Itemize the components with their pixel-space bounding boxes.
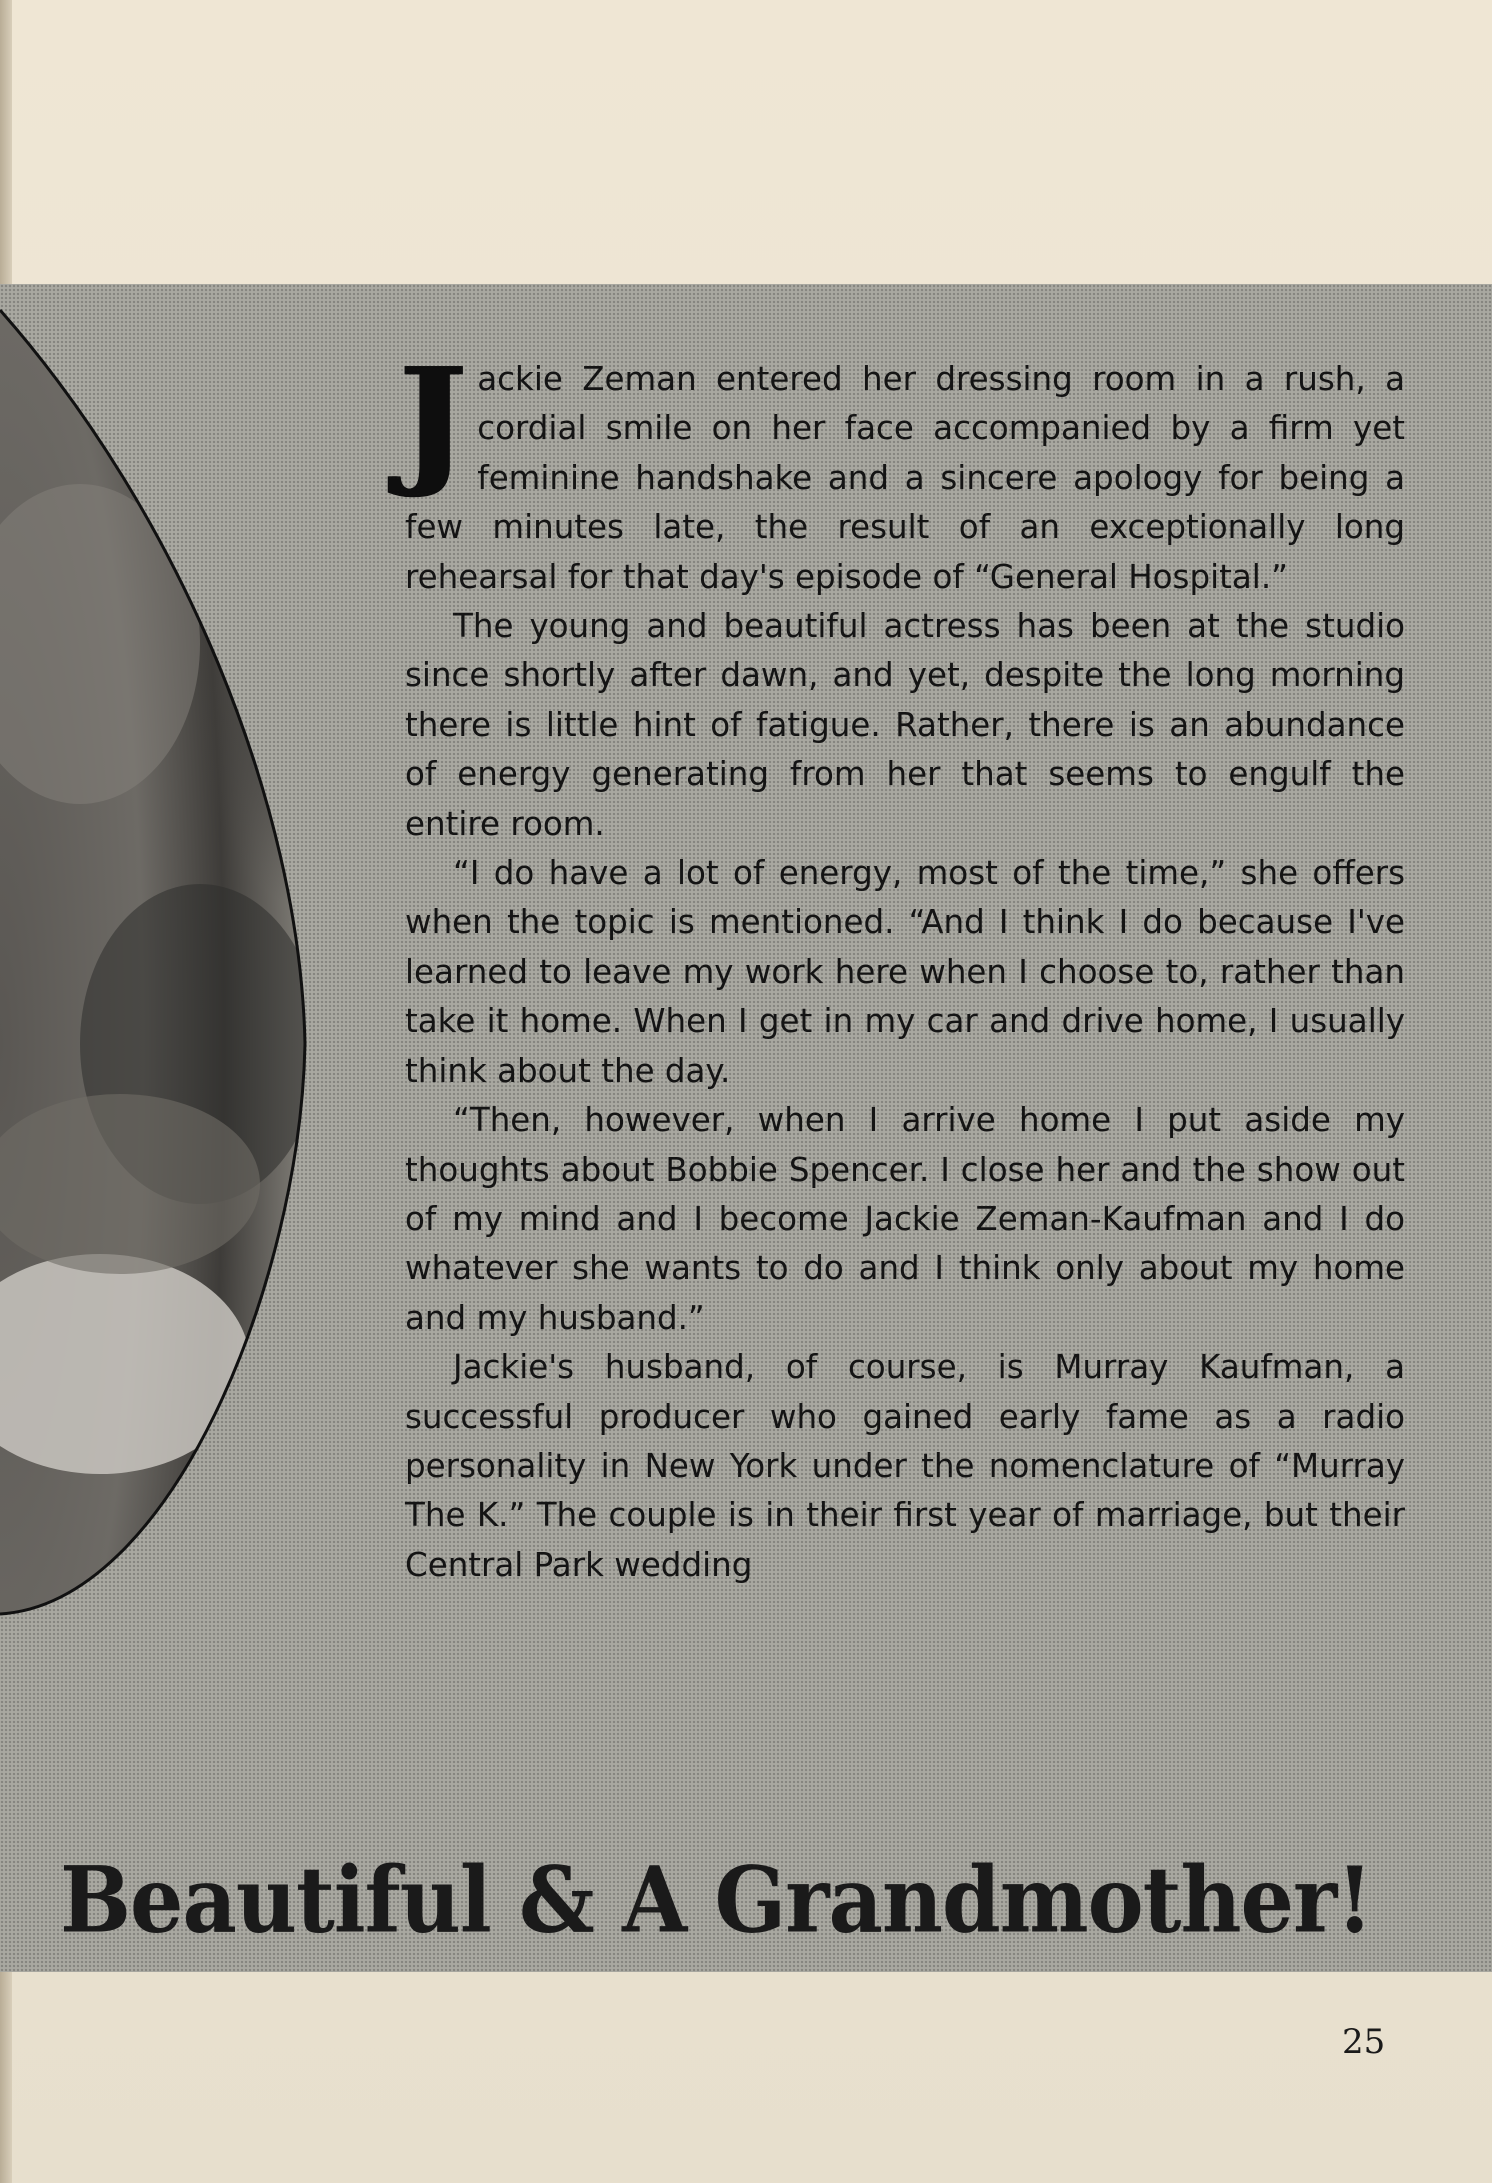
paragraph-text: ackie Zeman entered her dressing room in a rush, a cordial smile on her face accompanied by a firm yet feminine handshake and a sincere apology for being a few minutes late, the result of an exceptionally long rehearsal for that day's episode of “General Hospital.” xyxy=(405,360,1405,596)
article-paragraph: “I do have a lot of energy, most of the time,” she offers when the topic is mentioned. “And I think I do because I've learned to leave my work here when I choose to, rather than take it home. When I get in my car and drive home, I usually think about the day. xyxy=(405,854,1405,1090)
article-paragraph: “Then, however, when I arrive home I put aside my thoughts about Bobbie Spencer. I close her and the show out of my mind and I become Jackie Zeman-Kaufman and I do whatever she wants to do and I think only about my home and my husband.” xyxy=(405,1101,1405,1337)
page-number: 25 xyxy=(1342,2022,1386,2062)
article-paragraph: Jackie's husband, of course, is Murray Kaufman, a successful producer who gained early fame as a radio personality in New York under the nomenclature of “Murray The K.” The couple is in their first year of marriage, but their Central Park wedding xyxy=(405,1348,1405,1584)
circular-photo xyxy=(0,284,320,1972)
drop-cap: J xyxy=(399,338,466,502)
article-paragraph: The young and beautiful actress has been at the studio since shortly after dawn, and yet, despite the long morning there is little hint of fatigue. Rather, there is an abundance of energy generating from her that seems to engulf the entire room. xyxy=(405,607,1405,843)
article-headline: Beautiful & A Grandmother! xyxy=(60,1846,1373,1953)
article-body xyxy=(399,338,1405,1590)
photo-image xyxy=(0,284,320,1972)
article-paragraph xyxy=(399,338,1405,602)
